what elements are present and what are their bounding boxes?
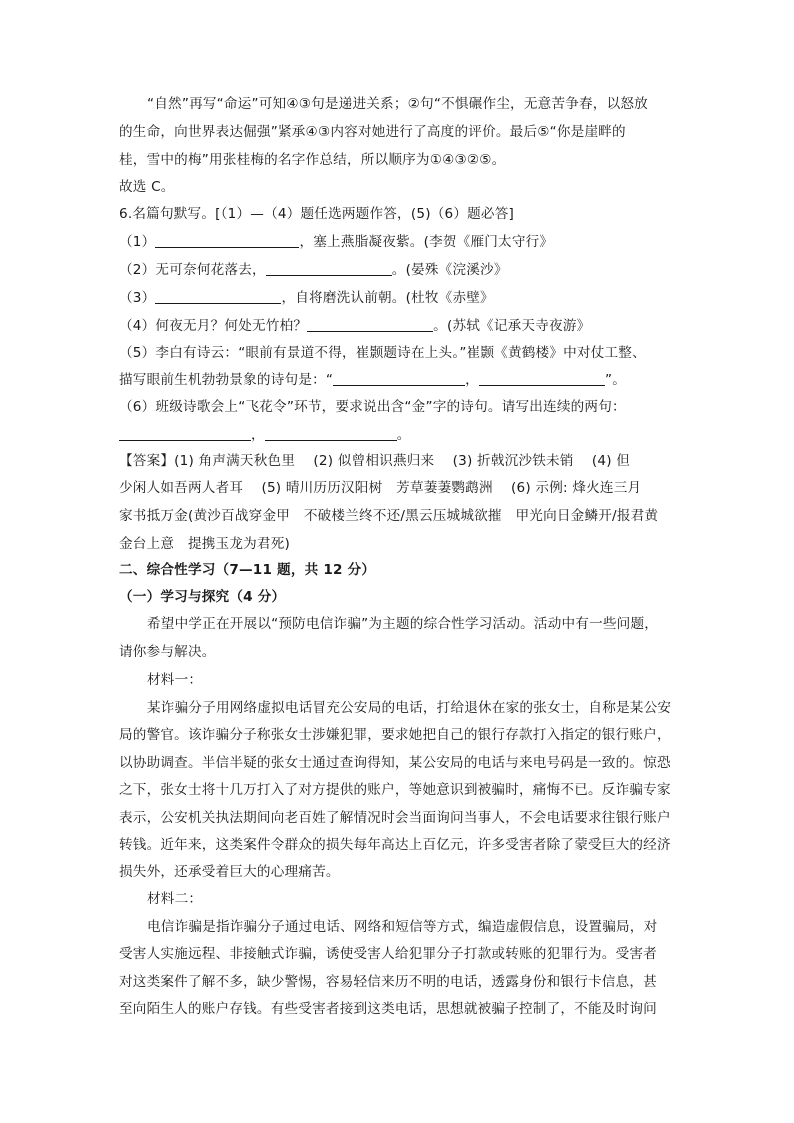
material-1-line-2: 局的警官。该诈骗分子称张女士涉嫌犯罪，要求她把自己的银行存款打入指定的银行账户， bbox=[119, 727, 671, 743]
q6-item-2 bbox=[119, 260, 684, 280]
answer-blank[interactable] bbox=[265, 426, 397, 441]
material-1-line-5: 表示，公安机关执法期间向老百姓了解情况时会当面询问当事人，不会电话要求往银行账户 bbox=[119, 810, 671, 826]
q6-title: 6.名篇句默写。[（1）—（4）题任选两题作答，(5)（6）题必答] bbox=[119, 206, 515, 222]
q6-item-5-line-2 bbox=[119, 370, 684, 390]
material-1-title: 材料一： bbox=[147, 672, 203, 688]
intro-line-2: 请你参与解决。 bbox=[119, 644, 216, 660]
analysis-line-4: 故选 C。 bbox=[119, 179, 175, 195]
q6-item-3-prefix: （3） bbox=[119, 290, 156, 306]
answer-blank[interactable] bbox=[266, 261, 392, 276]
material-1-line-1: 某诈骗分子用网络虚拟电话冒充公安局的电话，打给退休在家的张女士，自称是某公安 bbox=[147, 700, 672, 716]
analysis-line-3: 桂，雪中的梅”用张桂梅的名字作总结，所以顺序为①④③②⑤。 bbox=[119, 152, 506, 168]
q6-item-6-suffix: 。 bbox=[396, 427, 411, 443]
material-2-line-4: 至向陌生人的账户存钱。有些受害者接到这类电话，思想就被骗子控制了，不能及时询问 bbox=[119, 1001, 657, 1017]
q6-item-3 bbox=[119, 288, 684, 308]
intro-line-1: 希望中学正在开展以“预防电信诈骗”为主题的综合性学习活动。活动中有一些问题， bbox=[147, 616, 659, 632]
section-2-heading: 二、综合性学习（7—11 题，共 12 分） bbox=[119, 562, 376, 578]
q6-item-4-suffix: 。(苏轼《记承天寺夜游》 bbox=[433, 318, 591, 334]
q6-item-4 bbox=[119, 316, 684, 336]
answer-line-4: 金台上意 提携玉龙为君死) bbox=[119, 536, 291, 552]
q6-item-6-line-2 bbox=[119, 425, 684, 445]
answer-blank[interactable] bbox=[155, 233, 299, 248]
q6-item-2-prefix: （2）无可奈何花落去， bbox=[119, 262, 266, 278]
material-1-line-6: 转钱。近年来，这类案件令群众的损失每年高达上百亿元，许多受害者除了蒙受巨大的经济 bbox=[119, 837, 671, 853]
answer-blank[interactable] bbox=[155, 289, 281, 304]
q6-item-2-suffix: 。(晏殊《浣溪沙》 bbox=[391, 262, 508, 278]
material-2-title: 材料二： bbox=[147, 891, 203, 907]
material-1-line-7: 损失外，还承受着巨大的心理痛苦。 bbox=[119, 864, 340, 880]
answer-blank[interactable] bbox=[333, 371, 465, 386]
answer-blank[interactable] bbox=[307, 317, 433, 332]
analysis-line-1: “自然”再写“命运”可知④③句是递进关系；②句“不惧碾作尘，无意苦争春，以怒放 bbox=[147, 96, 648, 112]
answer-line-3: 家书抵万金(黄沙百战穿金甲 不破楼兰终不还/黑云压城城欲摧 甲光向日金鳞开/报君黄 bbox=[119, 508, 659, 524]
q6-item-5-line-1: （5）李白有诗云：“眼前有景道不得，崔颢题诗在上头。”崔颢《黄鹤楼》中对仗工整、 bbox=[119, 345, 646, 361]
q6-item-3-suffix: ，自将磨洗认前朝。(杜牧《赤壁》 bbox=[281, 290, 494, 306]
material-2-line-2: 受害人实施远程、非接触式诈骗，诱使受害人给犯罪分子打款或转账的犯罪行为。受害者 bbox=[119, 946, 657, 962]
q6-item-5-suffix: ”。 bbox=[604, 372, 626, 388]
section-2-subheading: （一）学习与探究（4 分） bbox=[119, 589, 286, 605]
q6-item-5-separator: ， bbox=[465, 372, 479, 388]
material-1-line-4: 之下，张女士将十几万打入了对方提供的账户，等她意识到被骗时，痛悔不已。反诈骗专家 bbox=[119, 782, 671, 798]
material-1-line-3: 以协助调查。半信半疑的张女士通过查询得知，某公安局的电话与来电号码是一致的。惊恐 bbox=[119, 755, 671, 771]
q6-item-5-prefix: 描写眼前生机勃勃景象的诗句是：“ bbox=[119, 372, 334, 388]
q6-item-1 bbox=[119, 232, 684, 252]
answer-blank[interactable] bbox=[479, 371, 605, 386]
answer-line-2: 少闲人如吾两人者耳 (5) 晴川历历汉阳树 芳草萋萋鹦鹉洲 (6) 示例: 烽火连三月 bbox=[119, 480, 642, 496]
answer-blank[interactable] bbox=[119, 426, 251, 441]
q6-item-4-prefix: （4）何夜无月？何处无竹柏？ bbox=[119, 318, 308, 334]
answer-line-1: 【答案】(1) 角声满天秋色里 (2) 似曾相识燕归来 (3) 折戟沉沙铁未销 (4) 但 bbox=[119, 453, 631, 469]
q6-item-1-prefix: （1） bbox=[119, 234, 156, 250]
material-2-line-1: 电信诈骗是指诈骗分子通过电话、网络和短信等方式，编造虚假信息，设置骗局，对 bbox=[147, 919, 658, 935]
material-2-line-3: 对这类案件了解不多，缺少警惕，容易轻信来历不明的电话，透露身份和银行卡信息，甚 bbox=[119, 974, 657, 990]
analysis-line-2: 的生命，向世界表达倔强”紧承④③内容对她进行了高度的评价。最后⑤“你是崖畔的 bbox=[119, 124, 626, 140]
q6-item-6-separator: ， bbox=[251, 427, 265, 443]
q6-item-1-suffix: ，塞上燕脂凝夜紫。(李贺《雁门太守行》 bbox=[299, 234, 554, 250]
q6-item-6-line-1: （6）班级诗歌会上“飞花令”环节，要求说出含“金”字的诗句。请写出连续的两句： bbox=[119, 399, 626, 415]
